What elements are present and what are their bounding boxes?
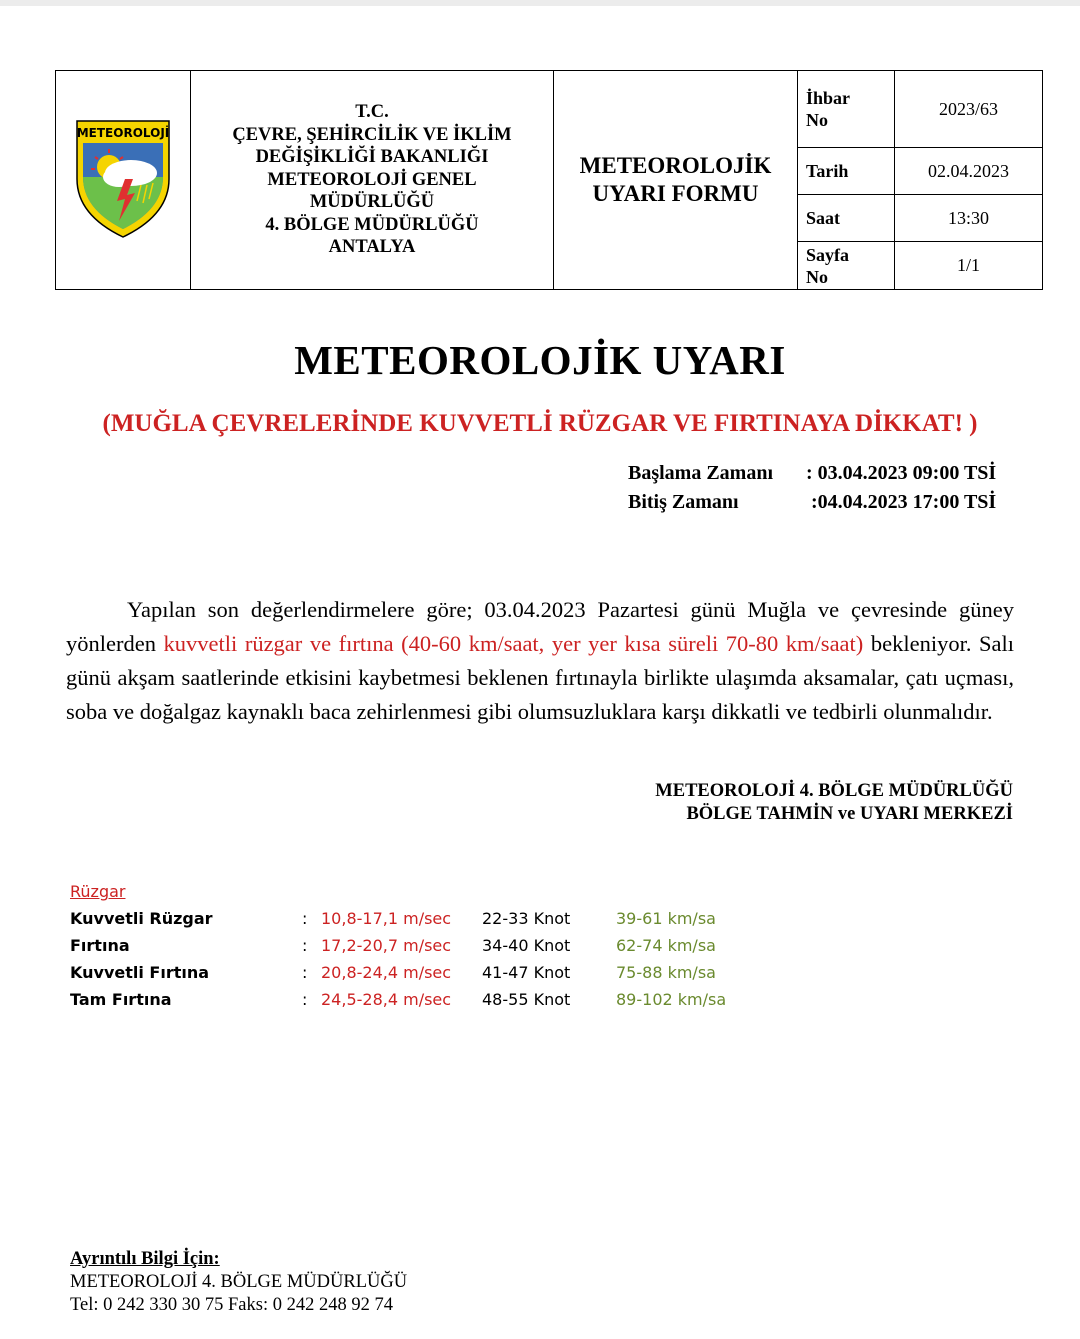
contact-heading: Ayrıntılı Bilgi İçin: bbox=[70, 1249, 220, 1269]
end-time-row bbox=[628, 491, 1018, 520]
wind-scale-table bbox=[70, 878, 770, 1013]
wind-scale-row bbox=[70, 932, 770, 959]
meta-label-ihbar bbox=[798, 71, 895, 148]
wind-ms: 24,5-28,4 m/sec bbox=[321, 990, 452, 1009]
validity-times bbox=[628, 462, 1018, 520]
body-text-part1: Yapılan son değerlendirmelere göre; 03.04.2023 Pazartesi günü Muğla ve çevresinde güney yönlerden bbox=[66, 597, 1014, 656]
end-time-value: :04.04.2023 17:00 TSİ bbox=[811, 491, 997, 513]
wind-scale-row bbox=[70, 986, 770, 1013]
wind-scale-heading: Rüzgar bbox=[70, 882, 126, 901]
wind-knot: 41-47 Knot bbox=[482, 963, 571, 982]
wind-knot: 34-40 Knot bbox=[482, 936, 571, 955]
meta-value-tarih: 02.04.2023 bbox=[895, 148, 1043, 195]
warning-subtitle: (MUĞLA ÇEVRELERİNDE KUVVETLİ RÜZGAR VE FIRTINAYA DİKKAT! ) bbox=[102, 410, 978, 437]
wind-ms: 20,8-24,4 m/sec bbox=[321, 963, 452, 982]
signature-line: BÖLGE TAHMİN ve UYARI MERKEZİ bbox=[686, 804, 1013, 824]
meta-label-line: No bbox=[806, 110, 828, 130]
wind-separator: : bbox=[302, 990, 308, 1009]
top-edge bbox=[0, 0, 1080, 6]
wind-ms: 17,2-20,7 m/sec bbox=[321, 936, 452, 955]
ministry-line: 4. BÖLGE MÜDÜRLÜĞÜ bbox=[265, 214, 479, 235]
form-header-table bbox=[55, 70, 1043, 290]
contact-phone: Tel: 0 242 330 30 75 Faks: 0 242 248 92 74 bbox=[70, 1295, 393, 1315]
body-text-highlight: kuvvetli rüzgar ve fırtına (40-60 km/saat, yer yer kısa süreli 70-80 km/saat) bbox=[163, 631, 864, 656]
meta-label-line: Tarih bbox=[806, 161, 849, 181]
contact-footer bbox=[70, 1248, 407, 1317]
wind-kmh: 75-88 km/sa bbox=[616, 963, 716, 982]
body-text-part2: bekleniyor. Salı günü akşam saatlerinde etkisini kaybetmesi beklenen fırtınayla birlikte ulaşımda aksamalar, çatı uçması, soba ve doğalgaz kaynaklı baca zehirlenmesi gibi olumsuzluklara karşı dikkatli ve tedbirli olunmalıdır. bbox=[66, 631, 1015, 724]
wind-separator: : bbox=[302, 936, 308, 955]
meta-label-line: No bbox=[806, 266, 828, 287]
wind-separator: : bbox=[302, 963, 308, 982]
warning-body bbox=[66, 593, 1014, 729]
meta-label-saat bbox=[798, 195, 895, 242]
meta-label-tarih bbox=[798, 148, 895, 195]
contact-org: METEOROLOJİ 4. BÖLGE MÜDÜRLÜĞÜ bbox=[70, 1272, 408, 1292]
start-time-row bbox=[628, 462, 1018, 491]
ministry-block bbox=[191, 71, 554, 290]
wind-kmh: 62-74 km/sa bbox=[616, 936, 716, 955]
signature-block bbox=[655, 780, 1013, 826]
start-time-value: : 03.04.2023 09:00 TSİ bbox=[806, 462, 997, 484]
meta-value-ihbar: 2023/63 bbox=[895, 71, 1043, 148]
ministry-line: ÇEVRE, ŞEHİRCİLİK VE İKLİM bbox=[232, 124, 512, 145]
start-time-label: Başlama Zamanı bbox=[628, 462, 774, 484]
wind-kmh: 89-102 km/sa bbox=[616, 990, 727, 1009]
logo-cell bbox=[56, 71, 191, 290]
wind-category: Tam Fırtına bbox=[70, 990, 172, 1009]
ministry-line: ANTALYA bbox=[328, 237, 416, 258]
wind-ms: 10,8-17,1 m/sec bbox=[321, 909, 452, 928]
meteorology-logo bbox=[73, 117, 173, 239]
wind-knot: 48-55 Knot bbox=[482, 990, 571, 1009]
form-title-line: UYARI FORMU bbox=[592, 181, 759, 206]
wind-separator: : bbox=[302, 909, 308, 928]
form-title bbox=[554, 71, 798, 290]
meta-label-sayfa bbox=[798, 242, 895, 290]
meta-label-line: Saat bbox=[806, 208, 841, 228]
wind-category: Kuvvetli Rüzgar bbox=[70, 909, 213, 928]
wind-scale-row bbox=[70, 905, 770, 932]
ministry-line: T.C. bbox=[355, 102, 389, 123]
end-time-label: Bitiş Zamanı bbox=[628, 491, 739, 513]
meta-value-saat: 13:30 bbox=[895, 195, 1043, 242]
wind-knot: 22-33 Knot bbox=[482, 909, 571, 928]
meta-value-sayfa: 1/1 bbox=[895, 242, 1043, 290]
meta-label-line: Sayfa bbox=[806, 244, 850, 265]
wind-category: Kuvvetli Fırtına bbox=[70, 963, 210, 982]
ministry-line: DEĞİŞİKLİĞİ BAKANLIĞI bbox=[255, 147, 489, 168]
signature-line: METEOROLOJİ 4. BÖLGE MÜDÜRLÜĞÜ bbox=[655, 781, 1013, 801]
ministry-line: MÜDÜRLÜĞÜ bbox=[309, 192, 435, 213]
form-title-line: METEOROLOJİK bbox=[579, 153, 772, 178]
wind-kmh: 39-61 km/sa bbox=[616, 909, 716, 928]
wind-scale-row bbox=[70, 959, 770, 986]
wind-category: Fırtına bbox=[70, 936, 130, 955]
meta-label-line: İhbar bbox=[806, 88, 851, 108]
ministry-line: METEOROLOJİ GENEL bbox=[267, 169, 477, 190]
logo-text: METEOROLOJİ bbox=[76, 125, 170, 140]
page-title: METEOROLOJİK UYARI bbox=[294, 337, 786, 383]
